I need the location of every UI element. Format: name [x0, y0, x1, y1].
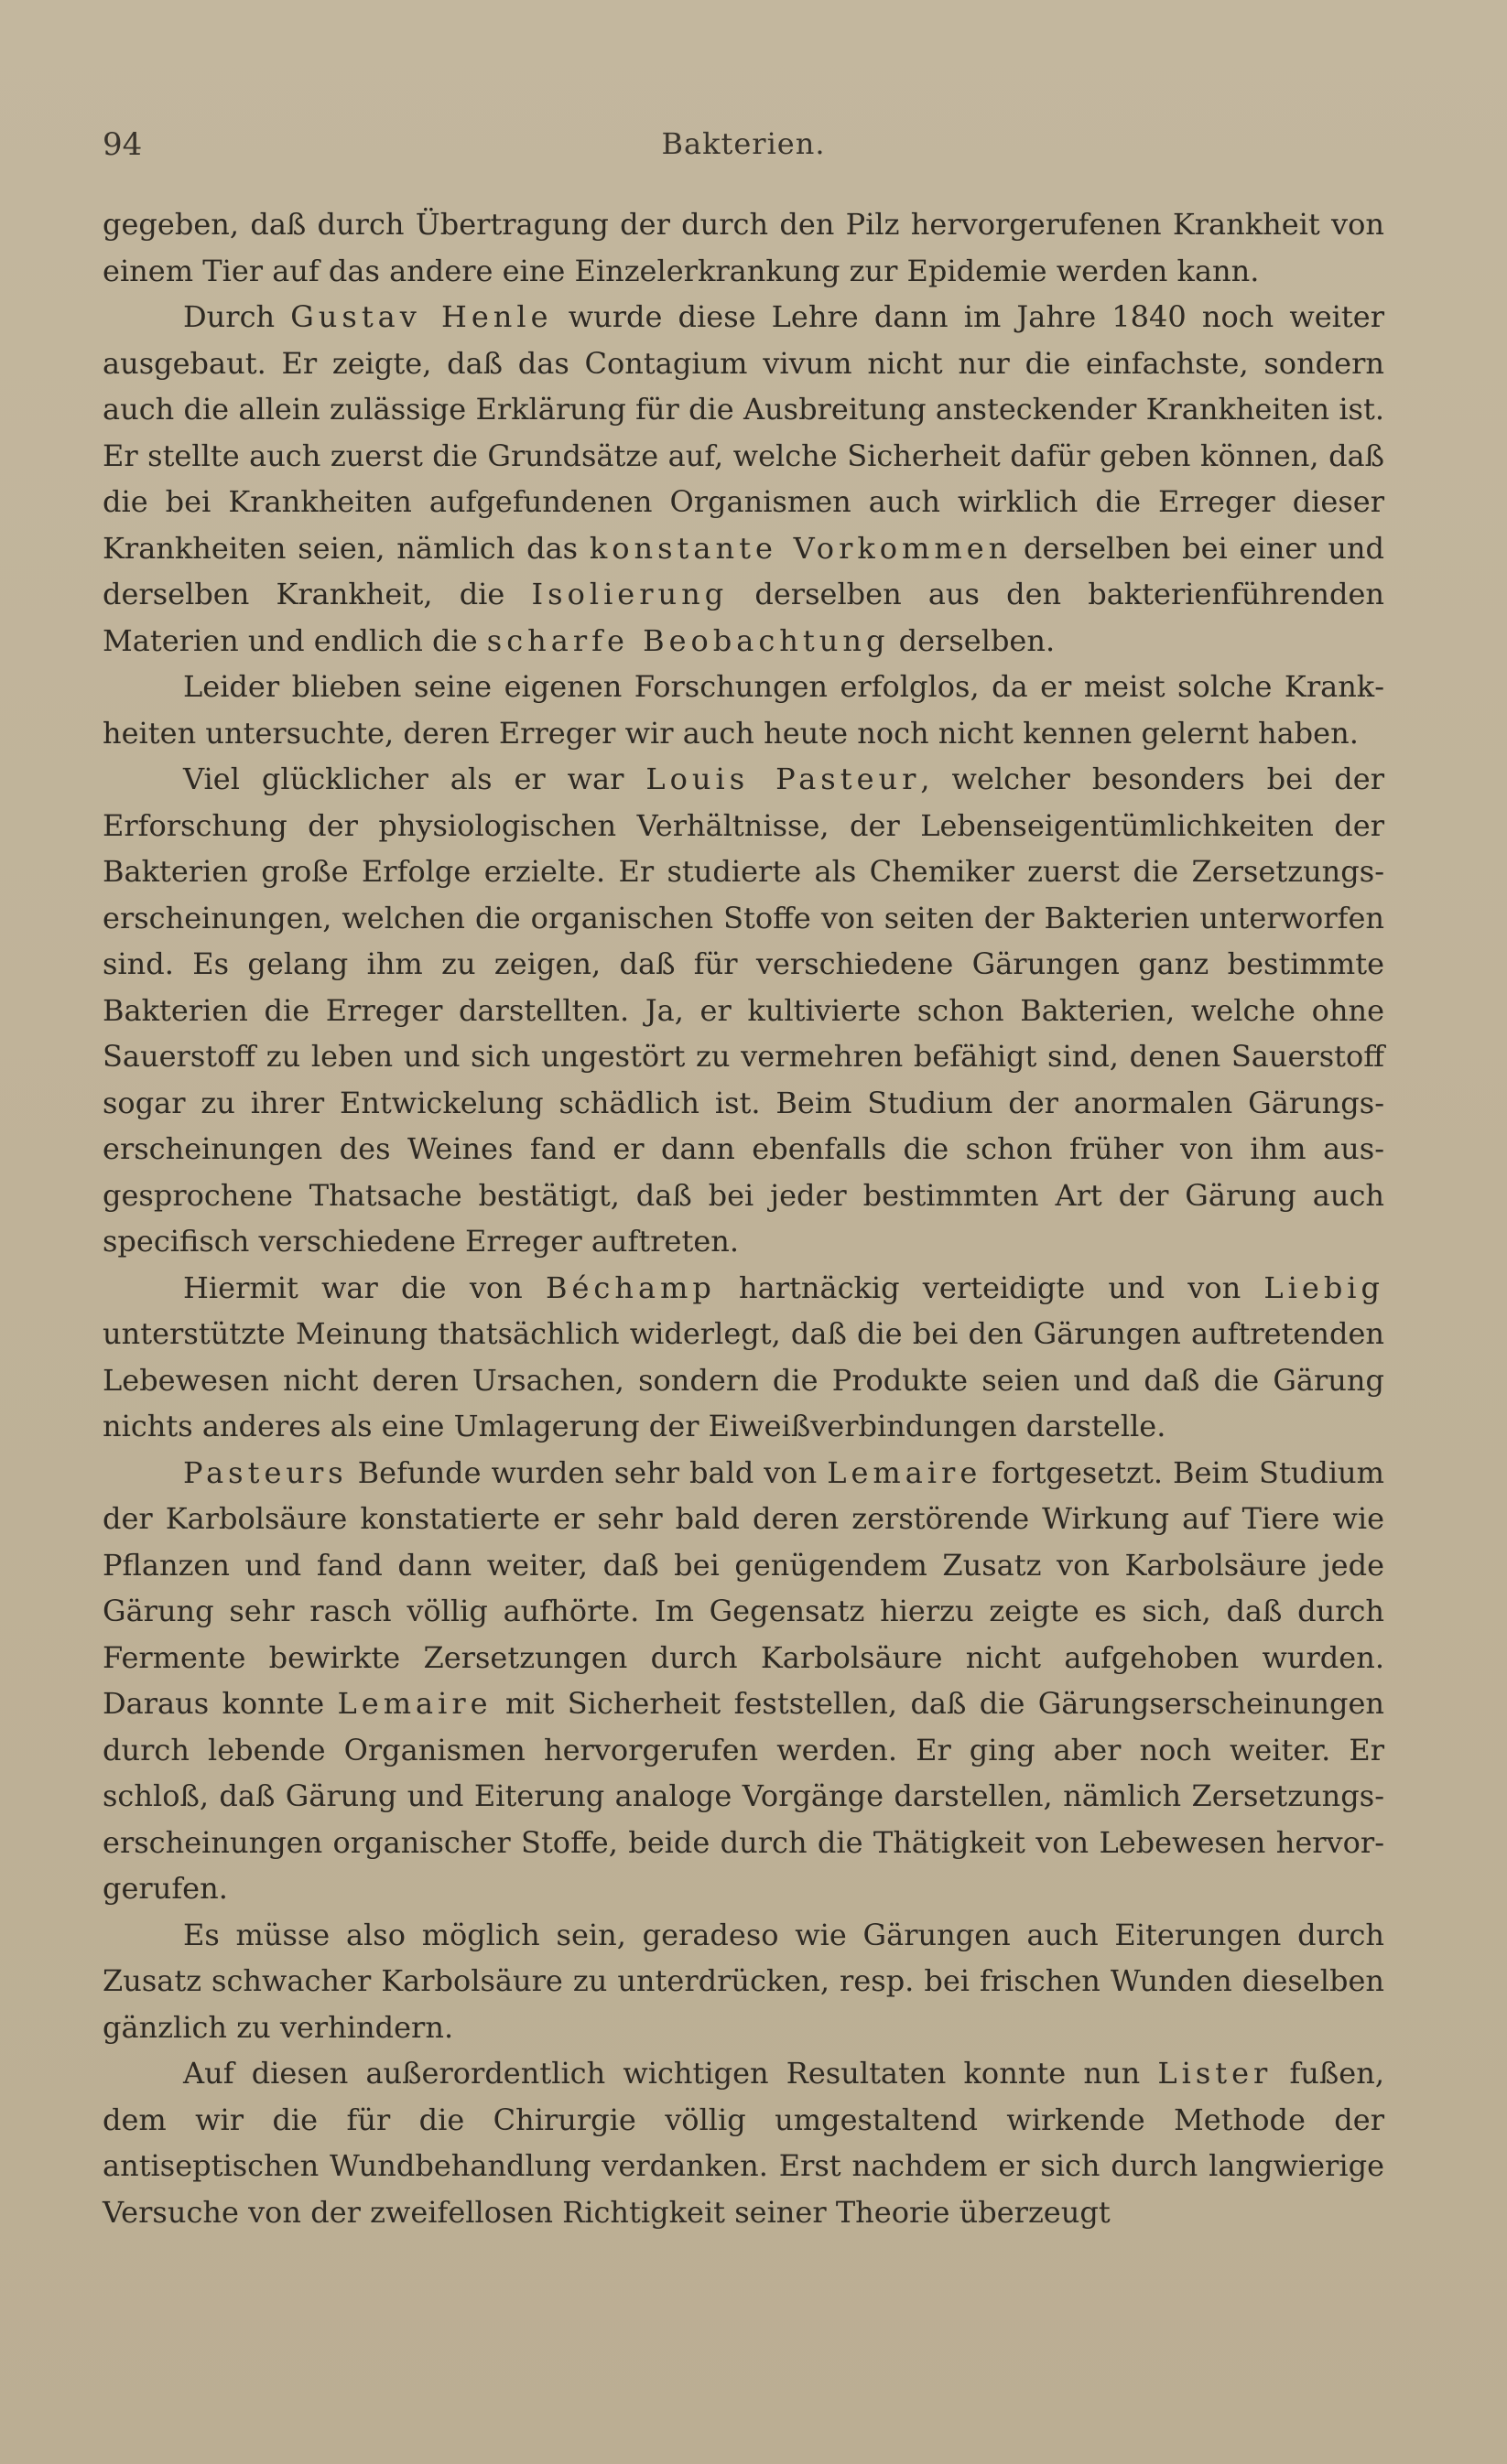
- text-segment: fortgesetzt. Beim Studium der Karbolsäure konstatierte er sehr bald deren zerstörende Wirkung auf Tiere wie Pflanzen und fand dann weiter, daß bei genügendem Zusatz von Karbolsäure jede Gärung sehr rasch völlig aufhörte. Im Gegensatz hierzu zeigte es sich, daß durch Fermente bewirkte Zersetzungen durch Karbolsäure nicht aufgehoben wurden. Daraus konnte: [103, 1454, 1385, 1721]
- spaced-name: Gustav Henle: [290, 299, 553, 334]
- text-segment: Viel glücklicher als er war: [183, 762, 646, 796]
- paragraph: [103, 664, 1384, 756]
- paragraph: [103, 201, 1384, 294]
- paragraph: [103, 2050, 1384, 2235]
- text-segment: mit Sicherheit feststellen, daß die Gärungserscheinungen durch lebende Organismen hervorgerufen werden. Er ging aber noch weiter. Er schloß, daß Gärung und Eiterung analoge Vorgänge darstellen, nämlich Zersetzungserscheinungen organischer Stoffe, beide durch die Thätigkeit von Lebewesen hervorgerufen.: [103, 1686, 1385, 1906]
- text-segment: fußen, dem wir die für die Chirurgie völlig umgestaltend wirkende Methode der antiseptischen Wundbehandlung verdanken. Erst nachdem er sich durch langwierige Versuche von der zweifellosen Richtigkeit seiner Theorie überzeugt: [103, 2056, 1385, 2230]
- spaced-name: Béchamp: [545, 1270, 716, 1305]
- text-segment: Es müsse also möglich sein, geradeso wie Gärungen auch Eiterungen durch Zusatz schwacher Karbolsäure zu unterdrücken, resp. bei frischen Wunden dieselben gänzlich zu verhindern.: [103, 1917, 1384, 2045]
- text-segment: derselben aus den bakterienführenden Materien und endlich die: [103, 577, 1385, 658]
- spaced-name: konstante Vorkommen: [589, 530, 1013, 566]
- spaced-name: scharfe Beobachtung: [486, 622, 890, 658]
- text-segment: gegeben, daß durch Übertragung der durch den Pilz hervorgerufenen Krankheit von einem Tier auf das andere eine Einzelerkrankung zur Epidemie werden kann.: [103, 207, 1384, 288]
- spaced-name: Pasteurs: [183, 1454, 348, 1490]
- paragraph: [103, 1265, 1384, 1450]
- text-segment: derselben bei einer und derselben Krankheit, die: [103, 530, 1385, 611]
- text-segment: Auf diesen außerordentlich wichtigen Resultaten konnte nun: [183, 2056, 1158, 2091]
- text-segment: , welcher besonders bei der Erforschung der physiologischen Verhältnisse, der Lebenseigentümlichkeiten der Bakterien große Erfolge erzielte. Er studierte als Chemiker zuerst die Zersetzungserscheinungen, welchen die organischen Stoffe von seiten der Bakterien unterworfen sind. Es gelang ihm zu zeigen, daß für verschiedene Gärungen ganz bestimmte Bakterien die Erreger darstellten. Ja, er kultivierte schon Bakterien, welche ohne Sauerstoff zu leben und sich ungestört zu vermehren befähigt sind, denen Sauerstoff sogar zu ihrer Entwickelung schädlich ist. Beim Studium der anormalen Gärungserscheinungen des Weines fand er dann ebenfalls die schon früher von ihm ausgesprochene Thatsache bestätigt, daß bei jeder bestimmten Art der Gärung auch specifisch verschiedene Erreger auftreten.: [103, 762, 1385, 1259]
- spaced-name: Isolierung: [531, 577, 729, 611]
- text-segment: Hiermit war die von: [183, 1270, 546, 1305]
- body-text: [103, 201, 1384, 2235]
- spaced-name: Lemaire: [827, 1454, 982, 1490]
- text-segment: hartnäckig verteidigte und von: [715, 1270, 1264, 1305]
- page-header: [103, 126, 1384, 172]
- text-segment: unterstützte Meinung thatsächlich widerlegt, daß die bei den Gärungen auftretenden Lebewesen nicht deren Ursachen, sondern die Produkte seien und daß die Gärung nichts anderes als eine Umlagerung der Eiweißverbindungen darstelle.: [103, 1316, 1384, 1443]
- paragraph: [103, 1450, 1384, 1912]
- spaced-name: Louis Pasteur: [645, 762, 921, 796]
- text-segment: Durch: [183, 299, 291, 334]
- text-segment: wurde diese Lehre dann im Jahre 1840 noch weiter ausgebaut. Er zeigte, daß das Contagium vivum nicht nur die einfachste, sondern auch die allein zulässige Erklärung für die Ausbreitung ansteckender Krankheiten ist. Er stellte auch zuerst die Grundsätze auf, welche Sicherheit dafür geben können, daß die bei Krankheiten aufgefundenen Organismen auch wirklich die Erreger dieser Krankheiten seien, nämlich das: [103, 299, 1385, 566]
- text-segment: Leider blieben seine eigenen Forschungen erfolglos, da er meist solche Krankheiten untersuchte, deren Erreger wir auch heute noch nicht kennen gelernt haben.: [103, 669, 1384, 751]
- text-segment: derselben.: [889, 622, 1056, 658]
- paragraph: [103, 1912, 1384, 2051]
- page-number: 94: [103, 126, 143, 163]
- paragraph: [103, 294, 1384, 664]
- spaced-name: Lemaire: [337, 1686, 493, 1721]
- paragraph: [103, 756, 1384, 1265]
- running-head: Bakterien.: [661, 126, 826, 161]
- spaced-name: Liebig: [1263, 1270, 1385, 1305]
- text-segment: Befunde wurden sehr bald von: [347, 1454, 828, 1490]
- spaced-name: Lister: [1157, 2056, 1273, 2091]
